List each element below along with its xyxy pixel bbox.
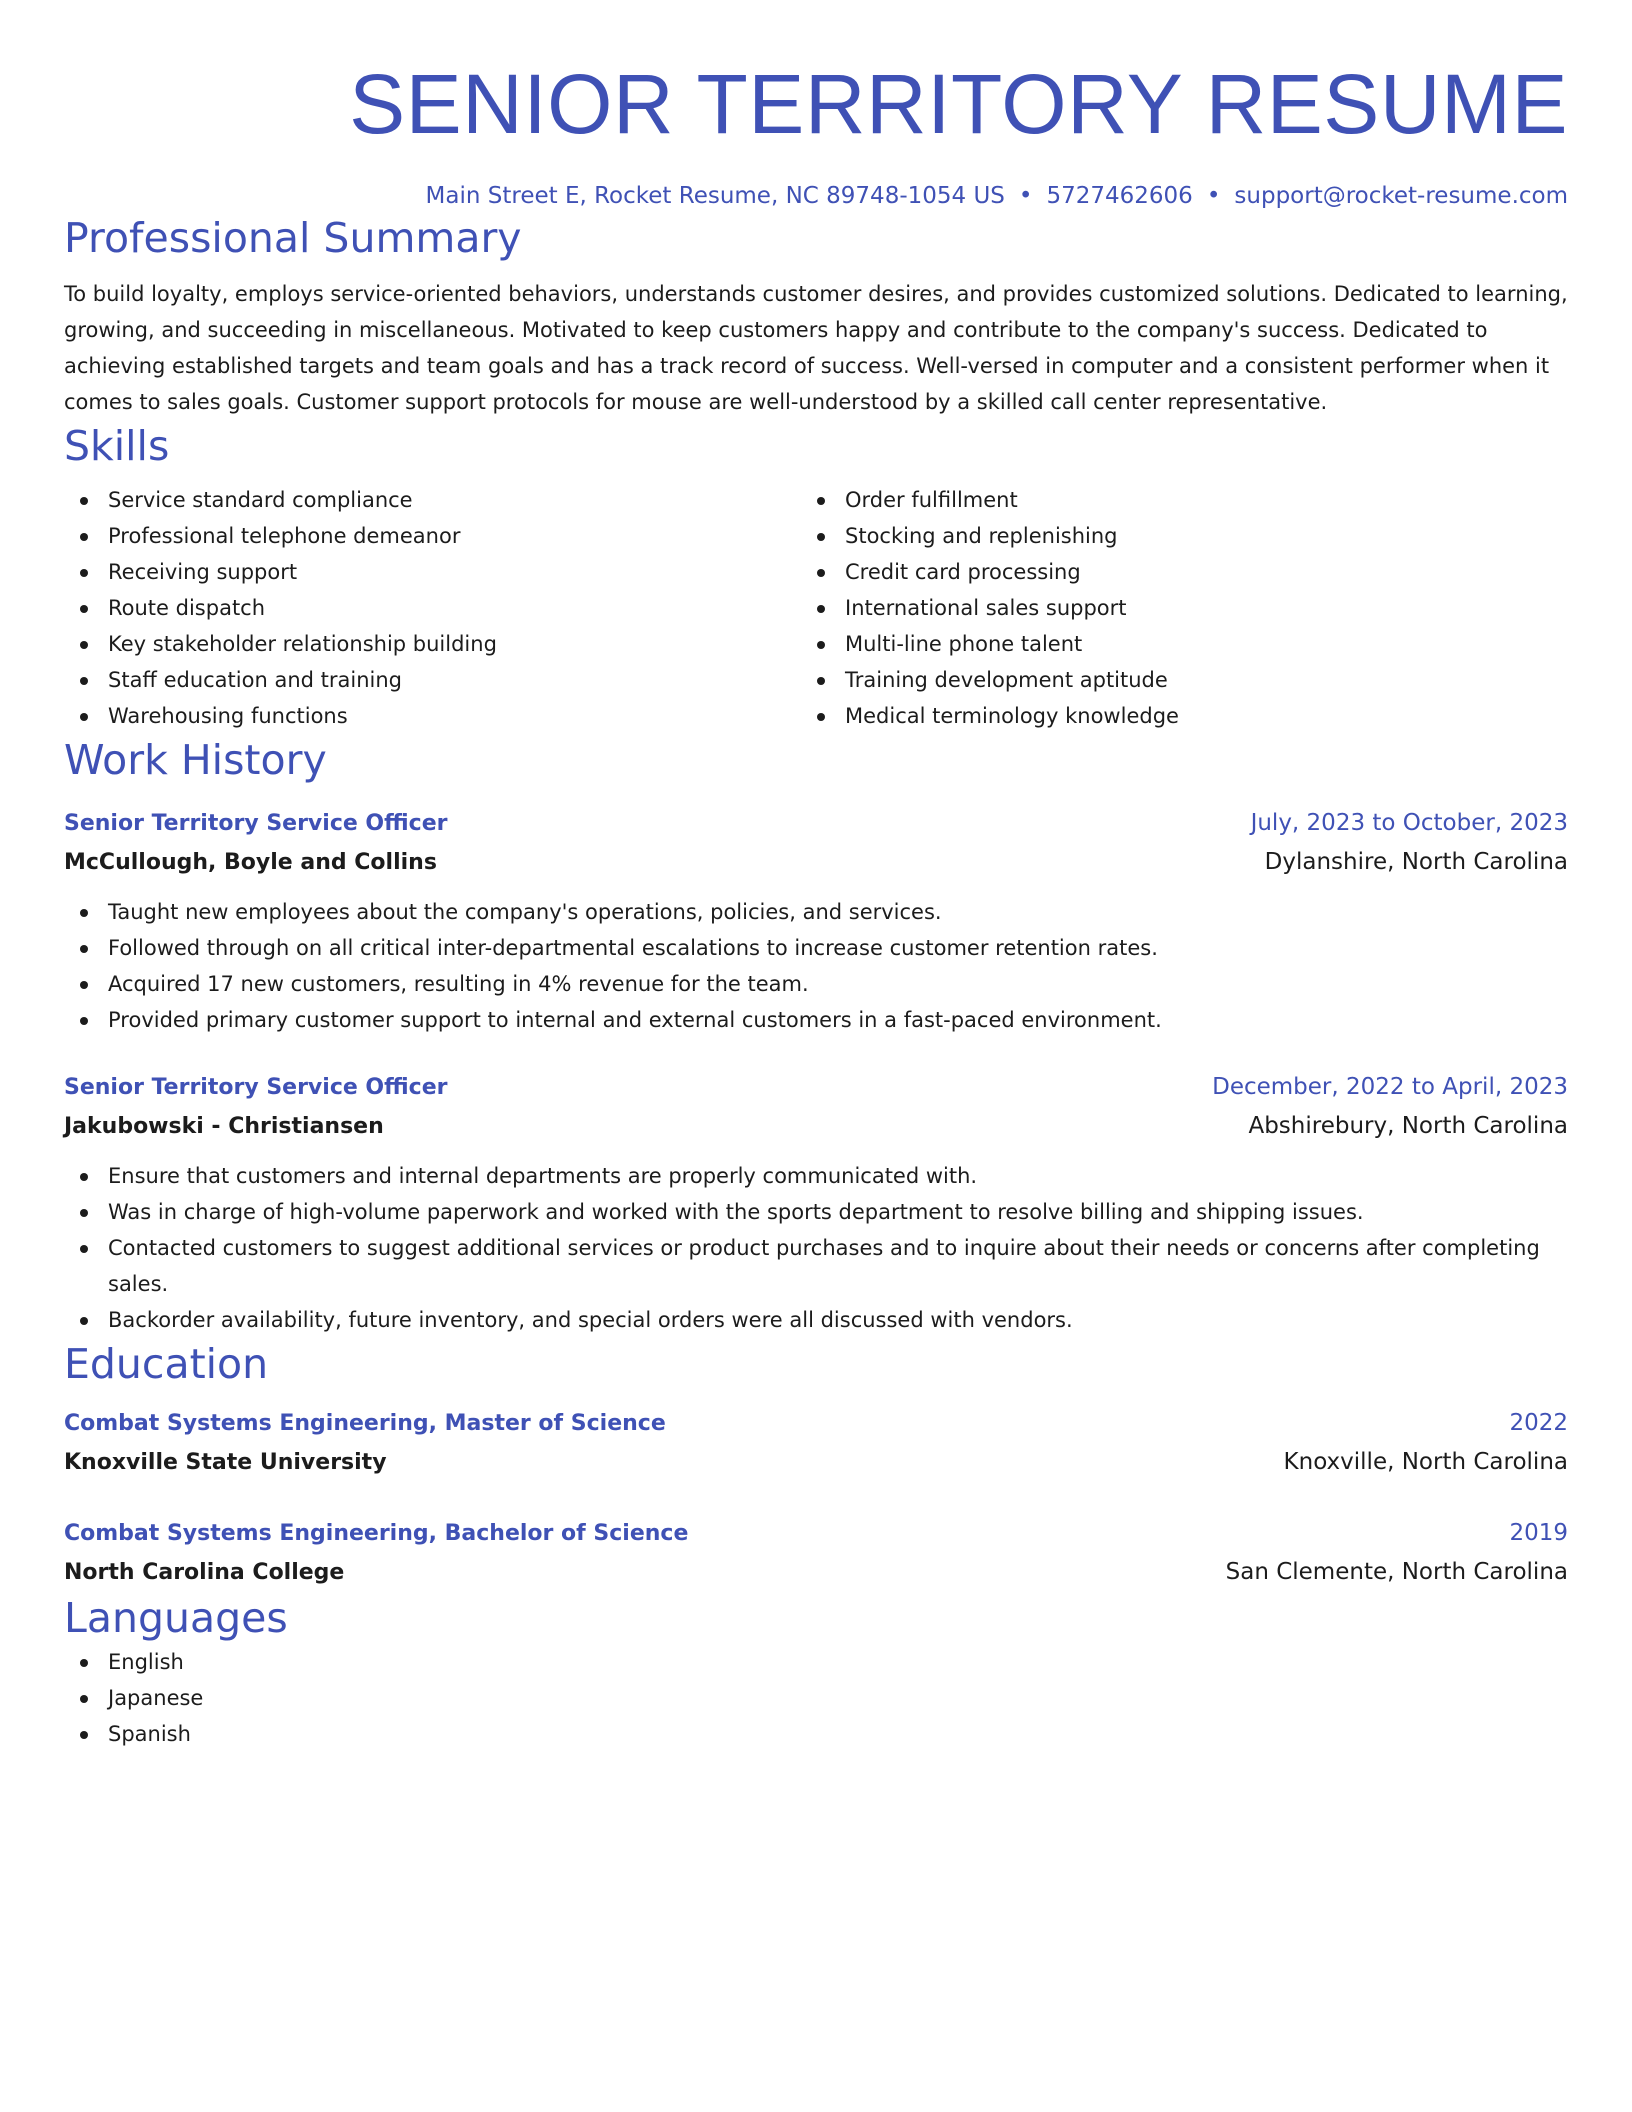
resume-name: SENIOR TERRITORY RESUME xyxy=(349,57,1568,151)
education-header-row xyxy=(64,1404,1568,1443)
education-degree: Combat Systems Engineering, Master of Science xyxy=(64,1411,666,1436)
education-entry xyxy=(64,1514,1568,1592)
job-title: Senior Territory Service Officer xyxy=(64,1075,448,1100)
skills-grid xyxy=(64,482,1568,734)
job-company-row xyxy=(64,1107,1568,1146)
languages-list xyxy=(64,1644,1568,1752)
skill-item: Receiving support xyxy=(64,554,801,590)
skills-list-right xyxy=(801,482,1568,734)
skill-item: Medical terminology knowledge xyxy=(801,698,1568,734)
job-dates: July, 2023 to October, 2023 xyxy=(1250,810,1568,836)
resume-header xyxy=(64,50,1568,212)
education-degree: Combat Systems Engineering, Bachelor of Science xyxy=(64,1521,689,1546)
skill-item: International sales support xyxy=(801,590,1568,626)
education-header-row xyxy=(64,1514,1568,1553)
job-dates: December, 2022 to April, 2023 xyxy=(1212,1074,1568,1100)
job-bullet: Followed through on all critical inter-departmental escalations to increase customer retention rates. xyxy=(64,930,1568,966)
job-entry xyxy=(64,804,1568,1038)
job-header-row xyxy=(64,1068,1568,1107)
job-bullet: Provided primary customer support to internal and external customers in a fast-paced environment. xyxy=(64,1002,1568,1038)
education-school: Knoxville State University xyxy=(64,1450,387,1475)
skill-item: Warehousing functions xyxy=(64,698,801,734)
skill-item: Route dispatch xyxy=(64,590,801,626)
job-header-row xyxy=(64,804,1568,843)
job-company: Jakubowski - Christiansen xyxy=(64,1114,384,1139)
language-item: Spanish xyxy=(64,1716,1568,1752)
job-location: Abshirebury, North Carolina xyxy=(1248,1113,1568,1139)
skill-item: Service standard compliance xyxy=(64,482,801,518)
contact-separator: • xyxy=(1206,183,1221,209)
job-bullet: Acquired 17 new customers, resulting in 4% revenue for the team. xyxy=(64,966,1568,1002)
skill-item: Stocking and replenishing xyxy=(801,518,1568,554)
education-school: North Carolina College xyxy=(64,1560,345,1585)
summary-heading: Professional Summary xyxy=(64,214,522,262)
summary-text: To build loyalty, employs service-oriented behaviors, understands customer desires, and provides customized solutions. Dedicated to learning, growing, and succeeding in miscellaneous. Motivated to keep customers happy and contribute to the company's success. Dedicated to achieving established targets and team goals and has a track record of success. Well-versed in computer and a consistent performer when it comes to sales goals. Customer support protocols for mouse are well-understood by a skilled call center representative. xyxy=(64,282,1568,414)
language-item: Japanese xyxy=(64,1680,1568,1716)
job-bullets xyxy=(64,894,1568,1038)
skill-item: Staff education and training xyxy=(64,662,801,698)
contact-address: Main Street E, Rocket Resume, NC 89748-1054 US xyxy=(425,183,1005,209)
education-year: 2022 xyxy=(1509,1410,1568,1436)
work-history-heading: Work History xyxy=(64,736,327,784)
job-bullet: Contacted customers to suggest additional services or product purchases and to inquire about their needs or concerns after completing sales. xyxy=(64,1230,1568,1302)
job-title: Senior Territory Service Officer xyxy=(64,811,448,836)
contact-phone: 5727462606 xyxy=(1046,183,1193,209)
education-entry xyxy=(64,1404,1568,1482)
skill-item: Order fulfillment xyxy=(801,482,1568,518)
skills-heading: Skills xyxy=(64,422,170,470)
languages-heading: Languages xyxy=(64,1594,288,1642)
education-location: Knoxville, North Carolina xyxy=(1283,1449,1568,1475)
job-entry xyxy=(64,1068,1568,1338)
skill-item: Professional telephone demeanor xyxy=(64,518,801,554)
education-year: 2019 xyxy=(1509,1520,1568,1546)
job-company: McCullough, Boyle and Collins xyxy=(64,850,437,875)
language-item: English xyxy=(64,1644,1568,1680)
skill-item: Training development aptitude xyxy=(801,662,1568,698)
education-heading: Education xyxy=(64,1340,269,1388)
skills-list-left xyxy=(64,482,801,734)
job-bullet: Ensure that customers and internal departments are properly communicated with. xyxy=(64,1158,1568,1194)
contact-separator: • xyxy=(1018,183,1033,209)
job-bullets xyxy=(64,1158,1568,1338)
job-bullet: Backorder availability, future inventory, and special orders were all discussed with vendors. xyxy=(64,1302,1568,1338)
education-school-row xyxy=(64,1553,1568,1592)
education-location: San Clemente, North Carolina xyxy=(1225,1559,1568,1585)
skill-item: Key stakeholder relationship building xyxy=(64,626,801,662)
job-bullet: Was in charge of high-volume paperwork and worked with the sports department to resolve billing and shipping issues. xyxy=(64,1194,1568,1230)
job-company-row xyxy=(64,843,1568,882)
contact-line xyxy=(64,180,1568,212)
skill-item: Multi-line phone talent xyxy=(801,626,1568,662)
skill-item: Credit card processing xyxy=(801,554,1568,590)
education-school-row xyxy=(64,1443,1568,1482)
job-location: Dylanshire, North Carolina xyxy=(1264,849,1568,875)
contact-email: support@rocket-resume.com xyxy=(1234,183,1568,209)
job-bullet: Taught new employees about the company's operations, policies, and services. xyxy=(64,894,1568,930)
